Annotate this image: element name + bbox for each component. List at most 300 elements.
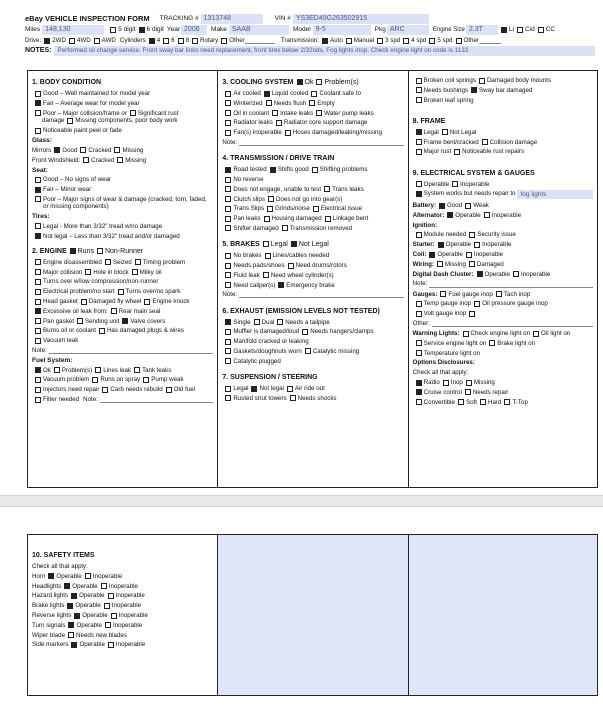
tank-checkbox[interactable] [134, 367, 140, 373]
ignition-label: Ignition: [412, 221, 438, 229]
disassembled-checkbox[interactable] [35, 259, 41, 265]
body-good-checkbox[interactable] [35, 91, 41, 97]
flywheel-label: Damaged fly wheel [88, 298, 142, 306]
fluid-label: Fluid leak [233, 271, 260, 279]
security-label: Security issue [477, 231, 516, 239]
oil-light-checkbox[interactable] [533, 331, 539, 337]
cc-checkbox[interactable] [538, 27, 544, 33]
vin-field[interactable]: YS3ED49G263502915 [293, 14, 429, 24]
exhaust-single-label: Single [233, 318, 251, 326]
volt-gauge-checkbox[interactable] [416, 311, 422, 317]
wiring-missing-checkbox[interactable] [437, 261, 443, 267]
cyl-other-checkbox[interactable] [221, 38, 227, 44]
water-pump-checkbox[interactable] [316, 110, 322, 116]
air-ride-label: Air ride out [294, 385, 325, 393]
repair-detail-field[interactable]: fog lights [517, 190, 593, 199]
sending-checkbox[interactable] [77, 318, 83, 324]
radiator-label: Radiator leaks [233, 119, 273, 127]
horn-inop-label: Inoperable [92, 572, 123, 580]
radiator-checkbox[interactable] [225, 120, 231, 126]
cruise-label: Cruise control [423, 388, 462, 396]
body-fair-checkbox[interactable] [35, 100, 41, 106]
turn-signals-inop-checkbox[interactable] [105, 622, 111, 628]
housing-checkbox[interactable] [264, 216, 270, 222]
pads-checkbox[interactable] [225, 263, 231, 269]
elec-operable-checkbox[interactable] [416, 181, 422, 187]
cooling-section [222, 79, 403, 87]
elec-note-label: Note: [412, 280, 428, 288]
linkage-checkbox[interactable] [325, 216, 331, 222]
oil-pressure-checkbox[interactable] [474, 301, 480, 307]
temp-gauge-label: Temp gauge inop [423, 300, 472, 308]
check-engine-label: Check engine light on [470, 330, 531, 338]
exhaust-single-checkbox[interactable] [225, 319, 231, 325]
elec-inoperable-checkbox[interactable] [452, 181, 458, 187]
clutch-label: Clutch slips [233, 195, 265, 203]
brake-light-checkbox[interactable] [489, 340, 495, 346]
electrical-checkbox[interactable] [35, 289, 41, 295]
turn-signals-op-label: Operable [76, 621, 102, 629]
headlights-op-checkbox[interactable] [64, 583, 70, 589]
brake-lights-inop-label: Inoperable [111, 602, 142, 610]
alternator-op-label: Operable [455, 211, 481, 219]
trans-elec-checkbox[interactable] [313, 206, 319, 212]
mirrors-good-checkbox[interactable] [54, 147, 60, 153]
bushings-checkbox[interactable] [416, 87, 422, 93]
frame-legal-label: Legal [423, 128, 439, 136]
oil-coolant-checkbox[interactable] [225, 110, 231, 116]
trans-other-checkbox[interactable] [456, 38, 462, 44]
brake-lights-inop-checkbox[interactable] [104, 603, 110, 609]
5-digit-label: 5 digit [118, 26, 136, 34]
susp-notlegal-label: Not legal [259, 385, 284, 393]
muffler-checkbox[interactable] [225, 329, 231, 335]
turn-signals-label: Turn signals [32, 621, 66, 629]
service-light-label: Service engine light on [423, 339, 487, 347]
ttop-checkbox[interactable] [504, 399, 510, 405]
shocks-label: Needs shocks [297, 394, 337, 402]
shocks-checkbox[interactable] [290, 395, 296, 401]
no-reverse-checkbox[interactable] [225, 177, 231, 183]
milky-checkbox[interactable] [132, 269, 138, 275]
side-markers-op-checkbox[interactable] [71, 642, 77, 648]
engine-note-field[interactable] [49, 347, 214, 354]
trans-leaks-checkbox[interactable] [324, 186, 330, 192]
coil-label: Coil: [412, 251, 427, 259]
muffler-label: Muffler is damaged/loud [233, 328, 300, 336]
no-engage-label: Does not engage, unable to test [233, 185, 322, 193]
frame-notlegal-checkbox[interactable] [442, 129, 448, 135]
module-checkbox[interactable] [416, 232, 422, 238]
4spd-label: 4 spd [411, 37, 427, 44]
shifter-label: Shifter damaged [233, 224, 279, 232]
cc-label: CC [545, 26, 556, 34]
coil-inop-checkbox[interactable] [466, 252, 472, 258]
knock-checkbox[interactable] [144, 299, 150, 305]
horn-inop-checkbox[interactable] [85, 573, 91, 579]
timing-checkbox[interactable] [135, 259, 141, 265]
oil-leak-checkbox[interactable] [35, 308, 41, 314]
pan-leaks-checkbox[interactable] [225, 216, 231, 222]
road-tested-checkbox[interactable] [225, 167, 231, 173]
pump-checkbox[interactable] [143, 377, 149, 383]
alternator-inop-checkbox[interactable] [484, 212, 490, 218]
trans-title: 4. TRANSMISSION / DRIVE TRAIN [222, 155, 335, 163]
pan-leaks-label: Pan leaks [233, 215, 261, 223]
hazard-inop-checkbox[interactable] [108, 593, 114, 599]
air-cooled-checkbox[interactable] [225, 91, 231, 97]
cooling-note-field[interactable] [239, 139, 404, 146]
hole-checkbox[interactable] [85, 269, 91, 275]
rust-repairs-label: Noticeable rust repairs [462, 148, 525, 156]
disassembled-label: Engine disassembled [43, 258, 102, 266]
tires-notlegal-checkbox[interactable] [35, 233, 41, 239]
turns-low-checkbox[interactable] [35, 279, 41, 285]
soft-label: Soft [465, 398, 477, 406]
year-label: Year [166, 26, 181, 34]
sway-bar-checkbox[interactable] [471, 87, 477, 93]
battery-weak-checkbox[interactable] [465, 203, 471, 209]
rust-repairs-checkbox[interactable] [454, 149, 460, 155]
convertible-checkbox[interactable] [416, 399, 422, 405]
rear-seal-checkbox[interactable] [111, 308, 117, 314]
cyl-4-checkbox[interactable] [149, 38, 155, 44]
starter-inop-label: Inoperable [482, 241, 512, 249]
flush-checkbox[interactable] [266, 100, 272, 106]
gauges-other-label: Other: [412, 319, 430, 327]
engine-runs-checkbox[interactable] [70, 248, 76, 254]
runs-spray-checkbox[interactable] [92, 377, 98, 383]
hazard-op-checkbox[interactable] [71, 593, 77, 599]
cluster-op-checkbox[interactable] [477, 271, 483, 277]
elec-inoperable-label: Inoperable [460, 180, 490, 188]
susp-notlegal-checkbox[interactable] [251, 386, 257, 392]
li-checkbox[interactable] [501, 27, 507, 33]
suspension-title: 7. SUSPENSION / STEERING [222, 373, 318, 381]
windshield-cracked-checkbox[interactable] [83, 157, 89, 163]
susp-legal-label: Legal [233, 385, 249, 393]
gaskets-label: Gaskets/doughnuts worn [233, 347, 302, 355]
column-2 [218, 71, 408, 487]
carb-label: Carb needs rebuild [110, 386, 163, 394]
seat-poor-checkbox[interactable] [35, 196, 41, 202]
starter-inop-checkbox[interactable] [474, 242, 480, 248]
pan-gasket-checkbox[interactable] [35, 318, 41, 324]
air-ride-checkbox[interactable] [287, 386, 293, 392]
notes-field[interactable]: Performed oil change service. Front sway bar links need replacement, front tires below 2/32nds, Fog lights inop. Check engine light on code is 1133 [54, 46, 595, 56]
injectors-checkbox[interactable] [35, 387, 41, 393]
strut-towers-checkbox[interactable] [225, 395, 231, 401]
reverse-lights-label: Reverse lights [32, 612, 72, 620]
brake-light-label: Brake light on [497, 339, 536, 347]
gauges-other-field[interactable] [432, 320, 593, 327]
radio-inop-label: Inop [450, 379, 463, 387]
radio-missing-checkbox[interactable] [466, 380, 472, 386]
column-1 [28, 71, 218, 487]
safety-column [28, 535, 218, 695]
carb-checkbox[interactable] [102, 387, 108, 393]
pkg-field[interactable]: ARC [387, 25, 429, 35]
flywheel-checkbox[interactable] [81, 299, 87, 305]
mirrors-missing-checkbox[interactable] [114, 147, 120, 153]
susp-legal-checkbox[interactable] [225, 386, 231, 392]
lines-leak-checkbox[interactable] [95, 367, 101, 373]
hazard-label: Hazard lights [32, 592, 69, 600]
exhaust-dual-checkbox[interactable] [254, 319, 260, 325]
elec-note-field[interactable] [429, 281, 593, 288]
options-label: Options Disclosures: [412, 359, 475, 367]
vacuum-checkbox[interactable] [35, 338, 41, 344]
collision-checkbox[interactable] [35, 269, 41, 275]
fluid-checkbox[interactable] [225, 272, 231, 278]
gaskets-checkbox[interactable] [225, 348, 231, 354]
mirrors-cracked-checkbox[interactable] [80, 147, 86, 153]
needs-repair-checkbox[interactable] [416, 191, 422, 197]
coolant-safe-checkbox[interactable] [311, 91, 317, 97]
cooling-problems-checkbox[interactable] [316, 79, 322, 85]
filter-checkbox[interactable] [35, 397, 41, 403]
cyl-6-checkbox[interactable] [163, 38, 169, 44]
valve-covers-checkbox[interactable] [122, 318, 128, 324]
fuel-problem-checkbox[interactable] [54, 367, 60, 373]
cyl-8-checkbox[interactable] [178, 38, 184, 44]
model-field[interactable]: 9-5 [313, 25, 371, 35]
trans-removed-checkbox[interactable] [282, 225, 288, 231]
oil-light-label: Oil light on [541, 330, 571, 338]
tailpipe-checkbox[interactable] [277, 319, 283, 325]
windshield-missing-label: Missing [125, 156, 147, 164]
no-reverse-label: No reverse [233, 176, 264, 183]
liquid-cooled-checkbox[interactable] [264, 91, 270, 97]
headlights-inop-label: Inoperable [108, 582, 138, 590]
emergency-brake-label: Emergency brake [286, 281, 335, 289]
plugs-checkbox[interactable] [99, 328, 105, 334]
year-field[interactable]: 2006 [181, 25, 207, 35]
wiring-damaged-checkbox[interactable] [469, 261, 475, 267]
horn-op-checkbox[interactable] [48, 573, 54, 579]
cruise-repair-checkbox[interactable] [465, 389, 471, 395]
hoses-label: Hoses damaged/leaking/missing [292, 129, 382, 137]
5-digit-checkbox[interactable] [110, 27, 116, 33]
gear-checkbox[interactable] [268, 196, 274, 202]
shift-problems-checkbox[interactable] [312, 167, 318, 173]
turn-signals-op-checkbox[interactable] [68, 622, 74, 628]
service-light-checkbox[interactable] [416, 340, 422, 346]
drums-checkbox[interactable] [288, 263, 294, 269]
strut-towers-label: Rusted strut towers [233, 394, 287, 402]
4wd-checkbox[interactable] [69, 38, 75, 44]
radio-checkbox[interactable] [416, 380, 422, 386]
body-mounts-checkbox[interactable] [479, 78, 485, 84]
engine-nonrunner-checkbox[interactable] [97, 248, 103, 254]
battery-good-checkbox[interactable] [439, 203, 445, 209]
intake-checkbox[interactable] [272, 110, 278, 116]
reverse-lights-op-checkbox[interactable] [74, 613, 80, 619]
page-separator [0, 495, 603, 507]
warning-label: Warning Lights: [412, 330, 460, 338]
old-fuel-label: Old fuel [173, 386, 196, 394]
turns-no-label: Turns over/no spark [125, 288, 181, 296]
side-markers-inop-checkbox[interactable] [108, 642, 114, 648]
seat-poor-label: Poor – Major signs of wear & damage (cracked, torn, faded, or missing components) [43, 195, 207, 211]
temperature-light-checkbox[interactable] [416, 350, 422, 356]
shifter-checkbox[interactable] [225, 225, 231, 231]
no-engage-checkbox[interactable] [225, 186, 231, 192]
volt-gauge-label: Volt gauge inop [423, 310, 467, 318]
make-field[interactable]: SAAB [229, 25, 289, 35]
wiring-damaged-label: Damaged [476, 260, 504, 268]
wheel-cyl-label: Need wheel cylinder(s) [270, 271, 334, 279]
temp-gauge-checkbox[interactable] [416, 301, 422, 307]
sig-rust-checkbox[interactable] [130, 110, 136, 116]
winterized-checkbox[interactable] [225, 100, 231, 106]
seized-checkbox[interactable] [105, 259, 111, 265]
hard-checkbox[interactable] [480, 399, 486, 405]
engine-size-label: Engine Size [432, 26, 465, 33]
vacuum-label: Vacuum leak [43, 337, 79, 345]
emergency-brake-checkbox[interactable] [278, 282, 284, 288]
radio-inop-checkbox[interactable] [443, 380, 449, 386]
brake-lights-op-checkbox[interactable] [67, 603, 73, 609]
starter-op-checkbox[interactable] [438, 242, 444, 248]
safety-title: 10. SAFETY ITEMS [32, 552, 95, 559]
volt-extra-checkbox[interactable] [469, 311, 475, 317]
grinds-checkbox[interactable] [267, 206, 273, 212]
tailpipe-label: Needs a tailpipe [285, 318, 330, 326]
alternator-op-checkbox[interactable] [447, 212, 453, 218]
cid-checkbox[interactable] [517, 27, 523, 33]
cooling-ok-checkbox[interactable] [297, 79, 303, 85]
clutch-checkbox[interactable] [225, 196, 231, 202]
headlights-inop-checkbox[interactable] [101, 583, 107, 589]
tach-checkbox[interactable] [496, 291, 502, 297]
gear-label: Does not go into gear(s) [275, 195, 343, 203]
pads-label: Needs pads/shoes [233, 262, 285, 270]
fans-checkbox[interactable] [225, 130, 231, 136]
filter-note-field[interactable] [100, 396, 213, 403]
security-checkbox[interactable] [469, 232, 475, 238]
brake-lines-checkbox[interactable] [265, 253, 271, 259]
seat-good-label: Good – No signs of wear [43, 176, 112, 184]
shift-problems-label: Shifting problems [319, 166, 368, 174]
leaf-spring-checkbox[interactable] [416, 97, 422, 103]
missing-components-checkbox[interactable] [67, 118, 73, 124]
form-header [25, 14, 595, 58]
coil-op-checkbox[interactable] [429, 252, 435, 258]
paint-label: Noticeable paint peel or fade [43, 127, 122, 135]
engine-nonrunner-label: Non-Runner [104, 247, 144, 255]
brakes-note-label: Note: [222, 291, 238, 299]
major-rust-checkbox[interactable] [416, 149, 422, 155]
fuel-ok-checkbox[interactable] [35, 367, 41, 373]
seat-fair-checkbox[interactable] [35, 187, 41, 193]
brakes-note-field[interactable] [239, 291, 404, 298]
hazard-op-label: Operable [79, 592, 105, 600]
burns-checkbox[interactable] [35, 328, 41, 334]
brakes-legal-checkbox[interactable] [263, 241, 269, 247]
hangers-checkbox[interactable] [302, 329, 308, 335]
missing-components-label: Missing components, poor body work [75, 117, 178, 125]
old-fuel-checkbox[interactable] [166, 387, 172, 393]
engine-size-field[interactable]: 2.3T [466, 25, 498, 35]
no-brakes-checkbox[interactable] [225, 253, 231, 259]
wiper-blades-checkbox[interactable] [68, 632, 74, 638]
collision-damage-checkbox[interactable] [482, 139, 488, 145]
2wd-checkbox[interactable] [44, 38, 50, 44]
cluster-inop-label: Inoperable [520, 270, 551, 278]
tracking-field[interactable]: 1313748 [201, 14, 263, 24]
body-poor-checkbox[interactable] [35, 110, 41, 116]
rotary-checkbox[interactable] [192, 38, 198, 44]
core-checkbox[interactable] [276, 120, 282, 126]
paint-checkbox[interactable] [35, 128, 41, 134]
6-digit-checkbox[interactable] [139, 27, 145, 33]
wiring-missing-label: Missing [444, 260, 466, 268]
check-engine-checkbox[interactable] [463, 331, 469, 337]
catalytic-plugged-checkbox[interactable] [225, 358, 231, 364]
coil-springs-checkbox[interactable] [416, 78, 422, 84]
drums-label: Need drums/rotors [295, 262, 347, 270]
brakes-notlegal-checkbox[interactable] [291, 241, 297, 247]
awd-checkbox[interactable] [94, 38, 100, 44]
starter-op-label: Operable [445, 241, 472, 249]
cruise-checkbox[interactable] [416, 389, 422, 395]
brakes-section [222, 241, 403, 249]
3spd-checkbox[interactable] [377, 38, 383, 44]
empty-checkbox[interactable] [309, 100, 315, 106]
linkage-label: Linkage bent [332, 215, 369, 223]
hoses-checkbox[interactable] [285, 130, 291, 136]
seat-good-checkbox[interactable] [35, 177, 41, 183]
vac-problem-checkbox[interactable] [35, 377, 41, 383]
trans-slips-checkbox[interactable] [225, 206, 231, 212]
catalytic-missing-checkbox[interactable] [305, 348, 311, 354]
4spd-checkbox[interactable] [403, 38, 409, 44]
cyl-6-label: 6 [171, 37, 175, 44]
headlights-label: Headlights [32, 582, 62, 590]
wiring-label: Wiring: [412, 260, 434, 268]
fuel-problem-label: Problem(s) [61, 366, 93, 374]
sending-label: Sending unit [84, 317, 120, 325]
manifold-checkbox[interactable] [225, 339, 231, 345]
soft-checkbox[interactable] [458, 399, 464, 405]
elec-operable-label: Operable [423, 180, 450, 188]
oil-pressure-label: Oil pressure gauge inop [482, 300, 548, 308]
oil-coolant-label: Oil in coolant [233, 109, 270, 117]
fuel-heading: Fuel System: [32, 357, 73, 365]
tires-legal-checkbox[interactable] [35, 223, 41, 229]
fuel-gauge-checkbox[interactable] [440, 291, 446, 297]
manual-checkbox[interactable] [346, 38, 352, 44]
gasket-checkbox[interactable] [35, 299, 41, 305]
brakes-legal-label: Legal [270, 241, 288, 249]
windshield-missing-checkbox[interactable] [117, 157, 123, 163]
cluster-inop-checkbox[interactable] [513, 271, 519, 277]
frame-bent-checkbox[interactable] [416, 139, 422, 145]
reverse-lights-inop-checkbox[interactable] [111, 613, 117, 619]
frame-legal-checkbox[interactable] [416, 129, 422, 135]
cooling-ok-label: Ok [304, 79, 314, 86]
caliper-checkbox[interactable] [225, 282, 231, 288]
wheel-cyl-checkbox[interactable] [263, 272, 269, 278]
turns-no-checkbox[interactable] [118, 289, 124, 295]
5spd-checkbox[interactable] [429, 38, 435, 44]
shifts-good-checkbox[interactable] [270, 167, 276, 173]
auto-checkbox[interactable] [322, 38, 328, 44]
miles-field[interactable]: 148,130 [42, 25, 104, 35]
intake-label: Intake leaks [280, 109, 314, 117]
starter-label: Starter: [412, 241, 435, 249]
